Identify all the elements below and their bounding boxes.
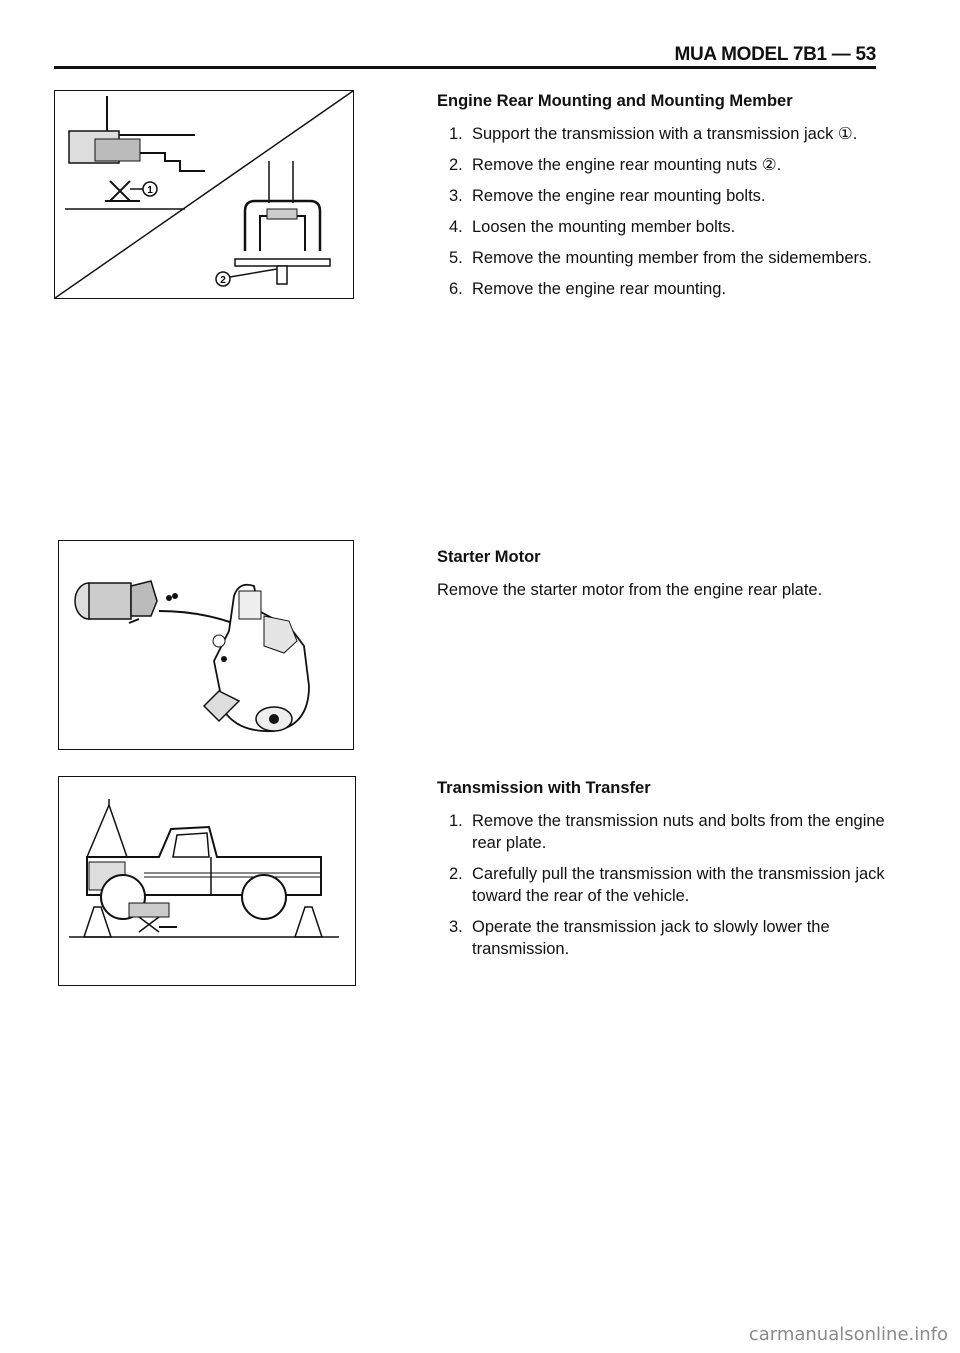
step-text: Remove the mounting member from the sidemembers. <box>472 249 872 267</box>
header-rule <box>54 66 876 69</box>
page-header-title: MUA MODEL 7B1 — 53 <box>674 44 876 65</box>
step-number: 4. <box>449 218 463 236</box>
figure-starter-motor <box>58 540 354 750</box>
list-item <box>437 247 887 269</box>
callout-1: 1 <box>147 185 153 196</box>
step-text: Remove the engine rear mounting nuts ②. <box>472 156 782 174</box>
step-number: 3. <box>449 918 463 936</box>
callout-2: 2 <box>220 275 226 286</box>
section-heading: Engine Rear Mounting and Mounting Member <box>437 92 793 110</box>
list-item <box>437 278 887 300</box>
list-item <box>437 216 887 238</box>
engine-rear-mounting-illustration <box>55 91 353 298</box>
figure-engine-rear-mounting <box>54 90 354 299</box>
step-text: Remove the engine rear mounting. <box>472 280 727 298</box>
section-body: Remove the starter motor from the engine rear plate. <box>437 581 823 599</box>
step-number: 5. <box>449 249 463 267</box>
list-item <box>437 863 887 907</box>
list-item <box>437 123 887 145</box>
list-item <box>437 185 887 207</box>
step-text: Support the transmission with a transmission jack ①. <box>472 125 858 143</box>
step-text: Operate the transmission jack to slowly lower the transmission. <box>472 918 830 958</box>
figure-transmission-removal <box>58 776 356 986</box>
watermark-text: carmanualsonline.info <box>748 1324 948 1345</box>
list-item <box>437 154 887 176</box>
list-item <box>437 916 887 960</box>
section-transmission-with-transfer <box>437 777 887 969</box>
section-starter-motor <box>437 546 887 601</box>
section-engine-rear-mounting <box>437 90 887 309</box>
transmission-removal-illustration <box>59 777 355 985</box>
step-text: Remove the transmission nuts and bolts from the engine rear plate. <box>472 812 885 852</box>
step-number: 3. <box>449 187 463 205</box>
step-list <box>437 123 887 300</box>
step-text: Remove the engine rear mounting bolts. <box>472 187 766 205</box>
section-heading: Starter Motor <box>437 548 541 566</box>
step-list <box>437 810 887 960</box>
list-item <box>437 810 887 854</box>
step-text: Loosen the mounting member bolts. <box>472 218 736 236</box>
step-number: 2. <box>449 156 463 174</box>
step-number: 1. <box>449 125 463 143</box>
step-number: 6. <box>449 280 463 298</box>
step-number: 1. <box>449 812 463 830</box>
step-text: Carefully pull the transmission with the transmission jack toward the rear of the vehicle. <box>472 865 885 905</box>
starter-motor-illustration <box>59 541 353 749</box>
step-number: 2. <box>449 865 463 883</box>
section-heading: Transmission with Transfer <box>437 779 651 797</box>
